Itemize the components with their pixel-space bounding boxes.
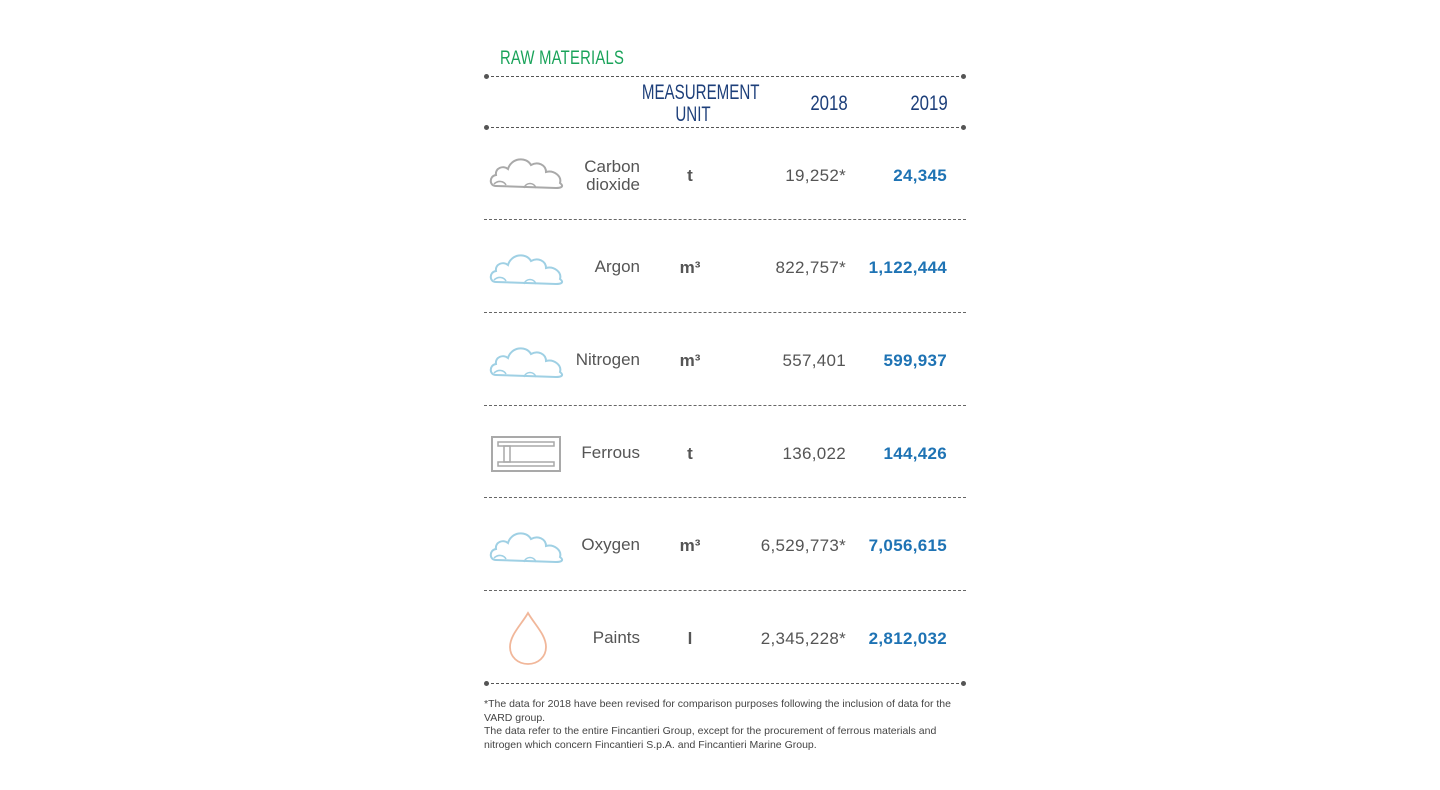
footnote-scope: The data refer to the entire Fincantieri Group, except for the procurement of ferrous materials and nitrogen which concern Fincantieri S.p.A. and Fincantieri Marine Group. <box>484 725 937 751</box>
value-2018: 6,529,773* <box>760 536 846 555</box>
bottom-rule <box>486 683 964 684</box>
unit-value: m³ <box>679 351 701 370</box>
unit-value: l <box>687 629 693 648</box>
table-row <box>484 591 966 683</box>
unit-value: m³ <box>679 258 701 277</box>
value-2018: 2,345,228* <box>760 629 846 648</box>
footnotes <box>484 698 966 752</box>
table-row <box>484 128 966 220</box>
footnote-revision: *The data for 2018 have been revised for comparison purposes following the inclusion of data for the VARD group. <box>484 698 951 724</box>
unit-value: m³ <box>679 536 701 555</box>
value-2018: 557,401 <box>782 351 846 370</box>
unit-value: t <box>687 166 693 185</box>
value-2019: 2,812,032 <box>868 629 947 648</box>
table-row <box>484 220 966 312</box>
material-name: Ferrous <box>581 443 640 462</box>
value-2019: 144,426 <box>883 444 947 463</box>
table-title: RAW MATERIALS <box>500 48 625 69</box>
value-2019: 599,937 <box>883 351 947 370</box>
material-name: Nitrogen <box>575 350 640 369</box>
header-2019: 2019 <box>910 92 948 115</box>
unit-value: t <box>687 444 693 463</box>
table-row <box>484 406 966 498</box>
value-2018: 822,757* <box>775 258 846 277</box>
value-2019: 7,056,615 <box>868 536 947 555</box>
header-2018: 2018 <box>810 92 848 115</box>
table-row <box>484 498 966 590</box>
value-2018: 136,022 <box>782 444 846 463</box>
top-rule <box>486 76 964 77</box>
header-measurement-unit: MEASUREMENT UNIT <box>641 81 760 126</box>
material-name: Argon <box>594 257 640 276</box>
material-name: Paints <box>592 628 640 647</box>
value-2019: 24,345 <box>893 166 947 185</box>
material-name: Oxygen <box>581 535 640 554</box>
value-2019: 1,122,444 <box>868 258 947 277</box>
value-2018: 19,252* <box>785 166 846 185</box>
material-name: Carbon dioxide <box>584 157 640 194</box>
table-row <box>484 313 966 405</box>
